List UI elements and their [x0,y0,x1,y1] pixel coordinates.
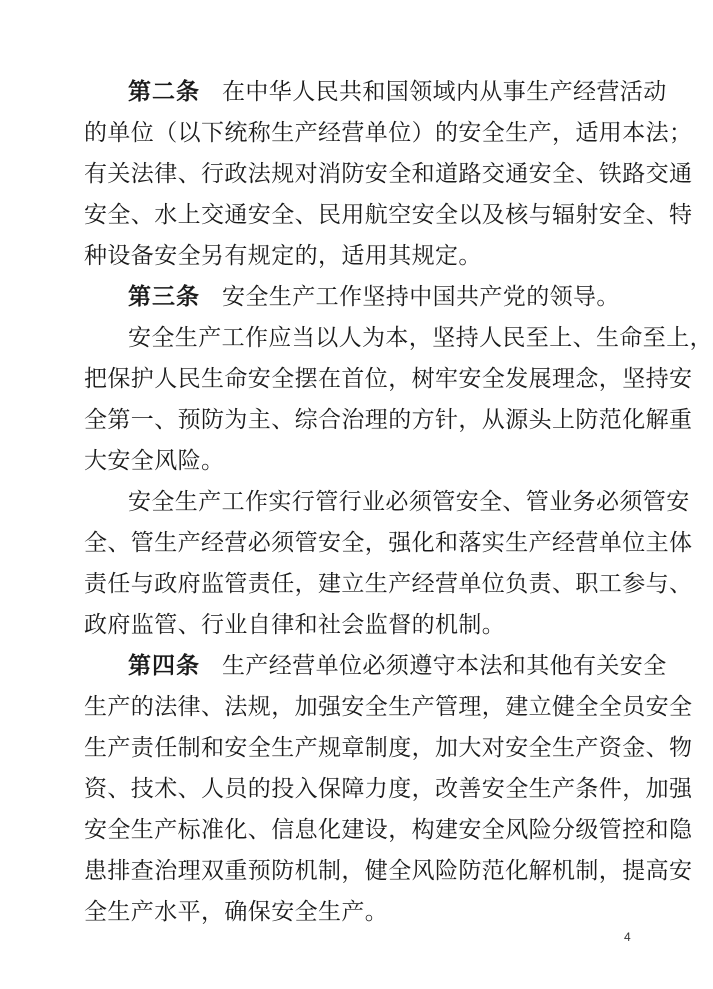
article-3-text-line-2: 安全生产工作应当以人为本，坚持人民至上、生命至上， [128,325,713,351]
article-2-text-line-1: 在中华人民共和国领域内从事生产经营活动 [222,79,667,105]
article-3-text-line-3: 把保护人民生命安全摆在首位，树牢安全发展理念，坚持安 [84,366,693,392]
article-3-first-line [128,277,688,317]
article-3-text-line-6: 安全生产工作实行管行业必须管安全、管业务必须管安 [128,489,690,515]
article-4-heading: 第四条 [128,653,200,679]
article-2-text-line-4: 安全、水上交通安全、民用航空安全以及核与辐射安全、特 [84,202,693,228]
article-2-heading: 第二条 [128,79,200,105]
article-4-text-line-4: 资、技术、人员的投入保障力度，改善安全生产条件，加强 [84,776,693,802]
article-3-text-line-1: 安全生产工作坚持中国共产党的领导。 [222,284,620,310]
article-3-text-line-4: 全第一、预防为主、综合治理的方针，从源头上防范化解重 [84,407,693,433]
page-number: 4 [624,930,631,944]
article-4-text-line-7: 全生产水平，确保安全生产。 [84,899,389,925]
article-4-first-line [128,646,688,686]
article-2-first-line [128,72,688,112]
article-4-text-line-1: 生产经营单位必须遵守本法和其他有关安全 [222,653,667,679]
article-2-text-line-5: 种设备安全另有规定的，适用其规定。 [84,243,482,269]
article-4-text-line-5: 安全生产标准化、信息化建设，构建安全风险分级管控和隐 [84,817,693,843]
article-4-text-line-3: 生产责任制和安全生产规章制度，加大对安全生产资金、物 [84,735,693,761]
article-3-text-line-8: 责任与政府监管责任，建立生产经营单位负责、职工参与、 [84,571,693,597]
article-2-text-line-2: 的单位（以下统称生产经营单位）的安全生产，适用本法； [84,120,693,146]
article-3-text-line-5: 大安全风险。 [84,448,225,474]
article-2-text-line-3: 有关法律、行政法规对消防安全和道路交通安全、铁路交通 [84,161,693,187]
article-4-text-line-6: 患排查治理双重预防机制，健全风险防范化解机制，提高安 [84,858,693,884]
article-3-text-line-7: 全、管生产经营必须管安全，强化和落实生产经营单位主体 [84,530,693,556]
article-3-heading: 第三条 [128,284,200,310]
article-4-text-line-2: 生产的法律、法规，加强安全生产管理，建立健全全员安全 [84,694,693,720]
article-3-text-line-9: 政府监管、行业自律和社会监督的机制。 [84,612,506,638]
